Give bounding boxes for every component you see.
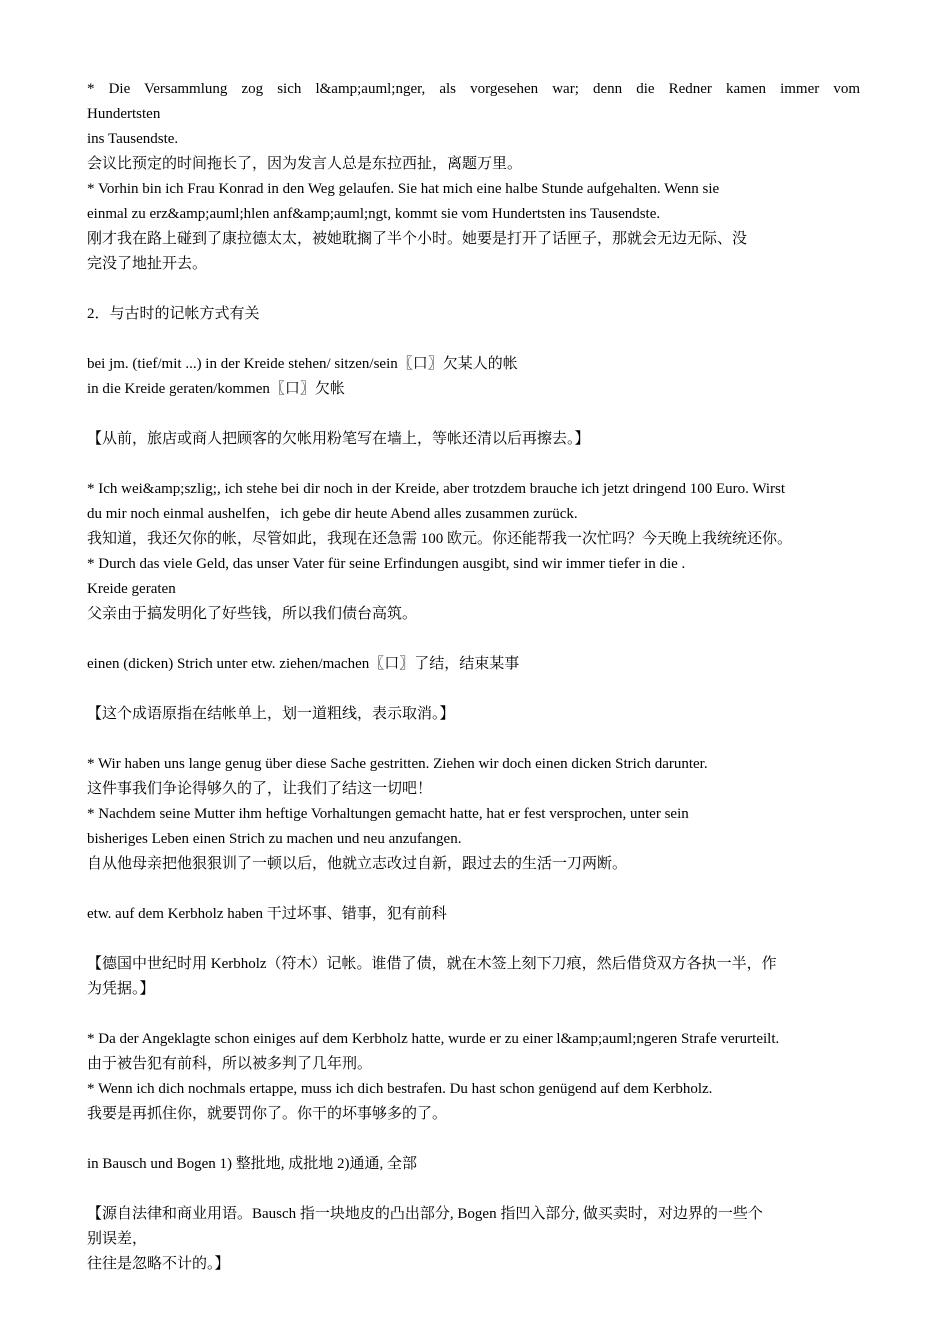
idiom-entry: etw. auf dem Kerbholz haben 干过坏事、错事，犯有前科 xyxy=(87,906,447,922)
idiom-entry: einen (dicken) Strich unter etw. ziehen/machen〖口〗了结，结束某事 xyxy=(87,656,520,672)
etymology-note: 【从前，旅店或商人把顾客的欠帐用粉笔写在墙上，等帐还清以后再擦去。】 xyxy=(87,431,590,447)
text-line: * Nachdem seine Mutter ihm heftige Vorhaltungen gemacht hatte, hat er fest versprochen, unter sein xyxy=(87,806,689,822)
text-line: 刚才我在路上碰到了康拉德太太，被她耽搁了半个小时。她要是打开了话匣子，那就会无边无际、没 xyxy=(87,231,748,247)
etymology-note: 别误差， xyxy=(87,1231,148,1247)
text-line: 我要是再抓住你，就要罚你了。你干的坏事够多的了。 xyxy=(87,1106,448,1122)
etymology-note: 为凭据。】 xyxy=(87,981,155,997)
text-line: ins Tausendste. xyxy=(87,131,179,147)
text-line: bisheriges Leben einen Strich zu machen und neu anzufangen. xyxy=(87,831,462,847)
text-line: du mir noch einmal aushelfen，ich gebe dir heute Abend alles zusammen zurück. xyxy=(87,506,578,522)
text-line: 完没了地扯开去。 xyxy=(87,256,208,272)
text-line: Hundertsten xyxy=(87,106,161,122)
idiom-entry: bei jm. (tief/mit ...) in der Kreide stehen/ sitzen/sein〖口〗欠某人的帐 xyxy=(87,356,518,372)
idiom-entry: in die Kreide geraten/kommen〖口〗欠帐 xyxy=(87,381,345,397)
text-line: * Wir haben uns lange genug über diese Sache gestritten. Ziehen wir doch einen dicken Strich darunter. xyxy=(87,756,708,772)
text-line: 我知道，我还欠你的帐，尽管如此，我现在还急需 100 欧元。你还能帮我一次忙吗？今天晚上我统统还你。 xyxy=(87,531,793,547)
document-page xyxy=(87,77,860,1277)
text-line: 会议比预定的时间拖长了，因为发言人总是东拉西扯，离题万里。 xyxy=(87,156,523,172)
etymology-note: 【源自法律和商业用语。Bausch 指一块地皮的凸出部分, Bogen 指凹入部分, 做买卖时，对边界的一些个 xyxy=(87,1206,763,1222)
etymology-note: 往往是忽略不计的。】 xyxy=(87,1256,230,1272)
text-line: * Ich wei&amp;szlig;, ich stehe bei dir noch in der Kreide, aber trotzdem brauche ich jetzt dringend 100 Euro. Wirst xyxy=(87,481,786,497)
text-line: 自从他母亲把他狠狠训了一顿以后，他就立志改过自新，跟过去的生活一刀两断。 xyxy=(87,856,628,872)
etymology-note: 【德国中世纪时用 Kerbholz（符木）记帐。谁借了债，就在木签上刻下刀痕，然后借贷双方各执一半，作 xyxy=(87,956,777,972)
text-line: 由于被告犯有前科，所以被多判了几年刑。 xyxy=(87,1056,373,1072)
text-line: 这件事我们争论得够久的了，让我们了结这一切吧！ xyxy=(87,781,433,797)
section-heading: 2．与古时的记帐方式有关 xyxy=(87,306,260,322)
text-line: Kreide geraten xyxy=(87,581,176,597)
text-line: * Durch das viele Geld, das unser Vater für seine Erfindungen ausgibt, sind wir immer tiefer in die . xyxy=(87,556,686,572)
text-line: * Vorhin bin ich Frau Konrad in den Weg gelaufen. Sie hat mich eine halbe Stunde aufgehalten. Wenn sie xyxy=(87,181,720,197)
text-line: einmal zu erz&amp;auml;hlen anf&amp;auml;ngt, kommt sie vom Hundertsten ins Tausendste. xyxy=(87,206,661,222)
idiom-entry: in Bausch und Bogen 1) 整批地, 成批地 2)通通, 全部 xyxy=(87,1156,417,1172)
text-line: * Die Versammlung zog sich l&amp;auml;nger, als vorgesehen war; denn die Redner kamen immer vom xyxy=(87,81,860,97)
etymology-note: 【这个成语原指在结帐单上，划一道粗线，表示取消。】 xyxy=(87,706,455,722)
text-line: * Da der Angeklagte schon einiges auf dem Kerbholz hatte, wurde er zu einer l&amp;auml;ngeren Strafe verurteilt. xyxy=(87,1031,780,1047)
text-line: * Wenn ich dich nochmals ertappe, muss ich dich bestrafen. Du hast schon genügend auf dem Kerbholz. xyxy=(87,1081,713,1097)
text-line: 父亲由于搞发明化了好些钱，所以我们债台高筑。 xyxy=(87,606,418,622)
